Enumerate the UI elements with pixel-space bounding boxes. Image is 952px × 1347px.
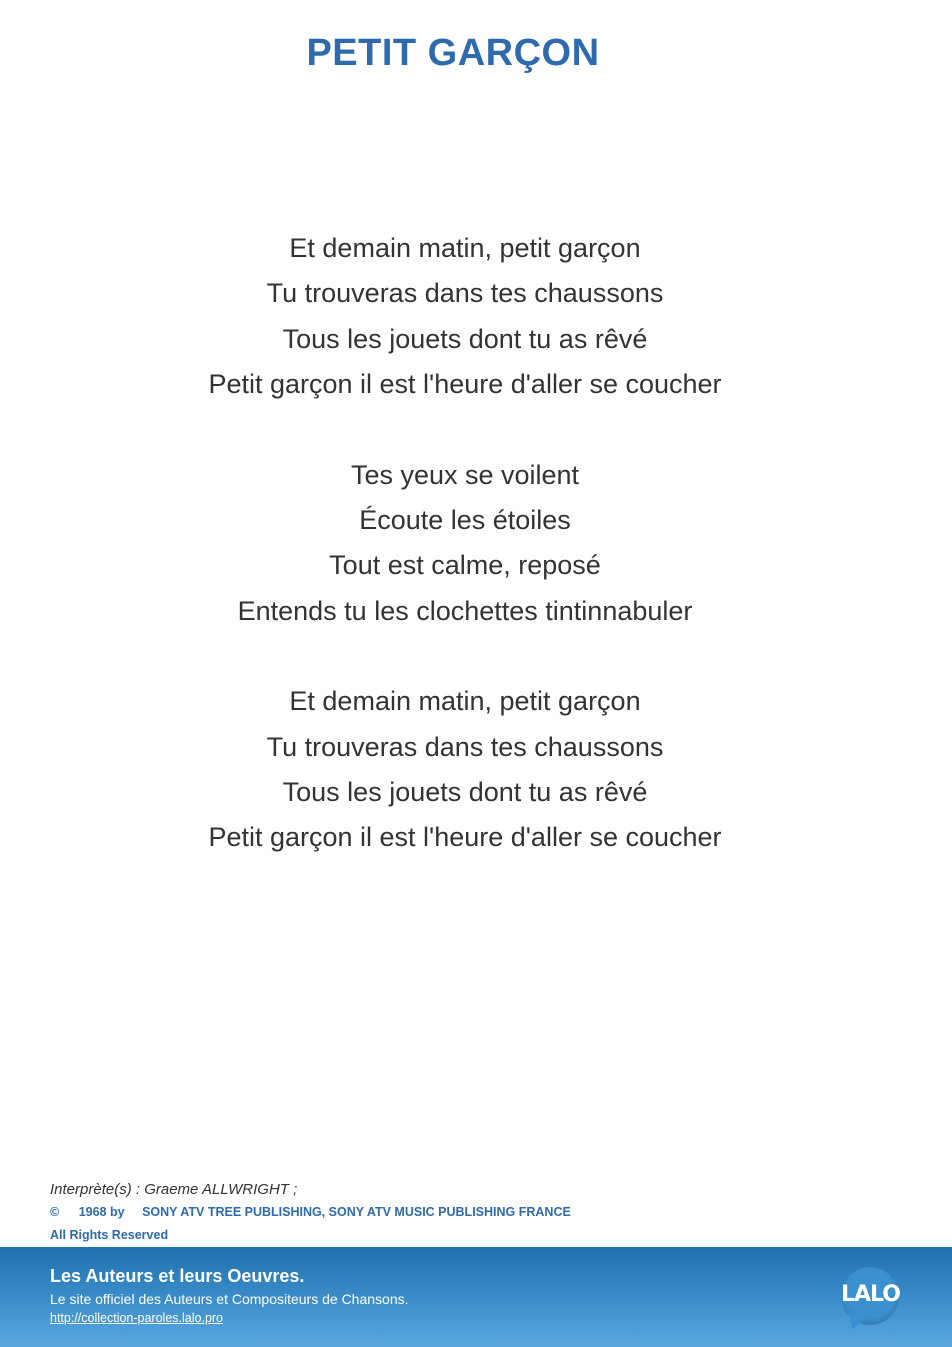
site-link[interactable]: http://collection-paroles.lalo.pro xyxy=(50,1311,224,1325)
copyright-year: 1968 by xyxy=(78,1205,125,1219)
stanza xyxy=(0,453,930,635)
lyric-line: Petit garçon il est l'heure d'aller se coucher xyxy=(208,369,722,400)
interpretes-text: Interprète(s) : Graeme ALLWRIGHT ; xyxy=(50,1181,298,1198)
lyric-line: Tu trouveras dans tes chaussons xyxy=(266,278,664,309)
copyright-symbol: © xyxy=(50,1205,60,1219)
footer-title: Les Auteurs et leurs Oeuvres. xyxy=(50,1266,305,1286)
lyric-line: Tout est calme, reposé xyxy=(329,550,601,581)
page-title: PETIT GARÇON xyxy=(306,32,600,74)
copyright-row xyxy=(50,1202,910,1225)
stanza xyxy=(0,226,930,408)
lyric-line: Tu trouveras dans tes chaussons xyxy=(266,731,664,762)
footer-band xyxy=(0,1247,952,1347)
lyric-line: Petit garçon il est l'heure d'aller se coucher xyxy=(208,822,722,853)
logo-text: LALO xyxy=(841,1282,900,1307)
lyric-line: Et demain matin, petit garçon xyxy=(289,233,641,263)
credits xyxy=(50,1180,910,1245)
lyric-line: Et demain matin, petit garçon xyxy=(289,686,641,717)
lyrics xyxy=(0,226,930,906)
stanza xyxy=(0,679,930,861)
lyric-line: Tous les jouets dont tu as rêvé xyxy=(282,323,648,354)
lalo-logo-icon xyxy=(841,1267,901,1331)
lyric-line: Tous les jouets dont tu as rêvé xyxy=(282,777,648,808)
lyric-line: Écoute les étoiles xyxy=(359,505,571,536)
publishers: SONY ATV TREE PUBLISHING, SONY ATV MUSIC PUBLISHING FRANCE xyxy=(142,1205,571,1219)
footer-subtitle: Le site officiel des Auteurs et Compositeurs de Chansons. xyxy=(50,1291,409,1307)
lyric-line: Entends tu les clochettes tintinnabuler xyxy=(237,595,693,626)
rights-reserved: All Rights Reserved xyxy=(50,1228,169,1242)
lyric-line: Tes yeux se voilent xyxy=(350,459,580,490)
